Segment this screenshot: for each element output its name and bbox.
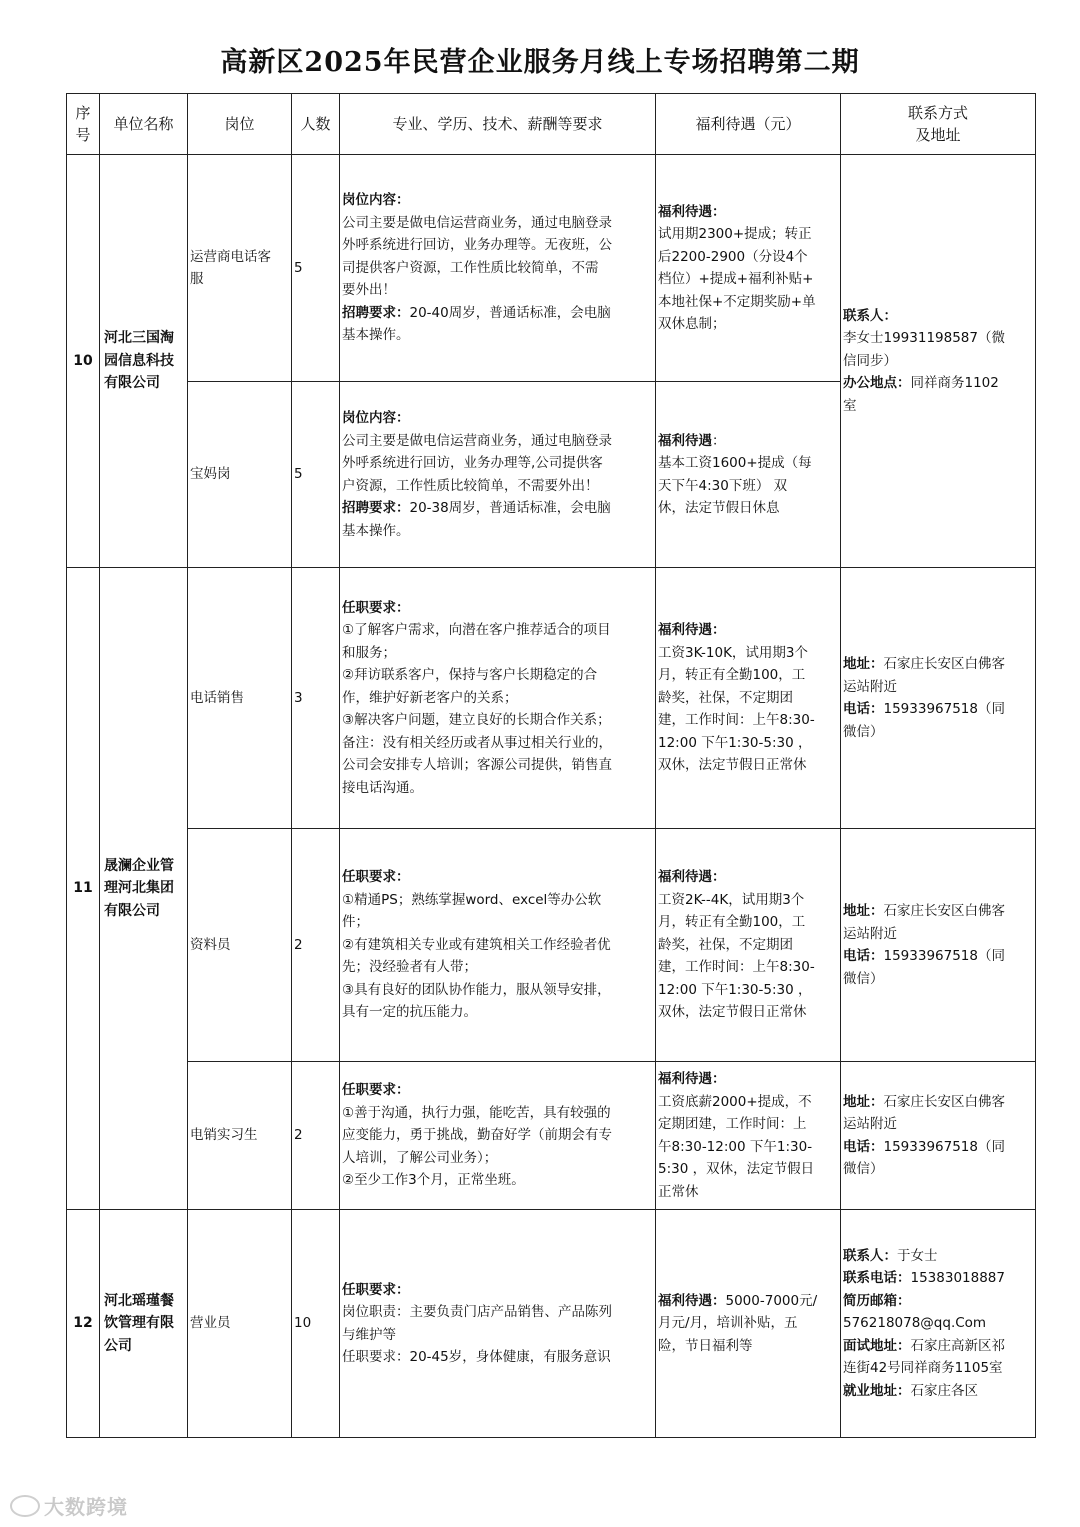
position-count: 10 (292, 1210, 340, 1438)
position-requirements: 任职要求： ①精通PS；熟练掌握word、excel等办公软 件； ②有建筑相关专业或有建筑相关工作经验者优 先；没经验者有人带； ③具有良好的团队协作能力，服从领导安排， 具有一定的抗压能力。 (340, 829, 656, 1062)
contact-info: 地址：石家庄长安区白佛客 运站附近 电话：15933967518（同 微信） (841, 1062, 1036, 1210)
contact-info: 联系人：于女士 联系电话：15383018887 简历邮箱： 576218078@qq.Com 面试地址：石家庄高新区祁 连街42号同祥商务1105室 就业地址：石家庄各区 (841, 1210, 1036, 1438)
table-row (67, 568, 1036, 829)
position-requirements: 岗位内容： 公司主要是做电信运营商业务，通过电脑登录 外呼系统进行回访，业务办理等。无夜班，公 司提供客户资源，工作性质比较简单，不需 要外出！ 招聘要求：20-40周岁，普通话标准，会电脑 基本操作。 (340, 155, 656, 382)
position-title: 电销实习生 (188, 1062, 292, 1210)
position-benefits: 福利待遇： 工资底薪2000+提成，不 定期团建，工作时间：上 午8:30-12:00 下午1:30- 5:30 ，双休，法定节假日 正常休 (656, 1062, 841, 1210)
header-requirements: 专业、学历、技术、薪酬等要求 (340, 94, 656, 155)
position-title: 电话销售 (188, 568, 292, 829)
table-row (67, 1062, 1036, 1210)
watermark (10, 1491, 128, 1520)
position-requirements: 任职要求： ①善于沟通，执行力强，能吃苦，具有较强的 应变能力，勇于挑战，勤奋好学（前期会有专 人培训，了解公司业务）； ②至少工作3个月，正常坐班。 (340, 1062, 656, 1210)
position-count: 3 (292, 568, 340, 829)
position-title: 资料员 (188, 829, 292, 1062)
company-name: 河北三国淘 园信息科技 有限公司 (100, 155, 188, 568)
header-position: 岗位 (188, 94, 292, 155)
contact-info: 联系人： 李女士19931198587（微 信同步） 办公地点：同祥商务1102 室 (841, 155, 1036, 568)
company-name: 河北瑶瑾餐 饮管理有限 公司 (100, 1210, 188, 1438)
position-requirements: 任职要求： ①了解客户需求，向潜在客户推荐适合的项目 和服务； ②拜访联系客户，保持与客户长期稳定的合 作，维护好新老客户的关系； ③解决客户问题，建立良好的长期合作关系； 备注：没有相关经历或者从事过相关行业的， 公司会安排专人培训；客源公司提供，销售直 接电话沟通。 (340, 568, 656, 829)
header-contact: 联系方式 及地址 (841, 94, 1036, 155)
table-header-row (67, 94, 1036, 155)
position-benefits: 福利待遇： 基本工资1600+提成（每 天下午4:30下班） 双 休，法定节假日休息 (656, 382, 841, 568)
header-benefits: 福利待遇（元） (656, 94, 841, 155)
table-row (67, 1210, 1036, 1438)
position-title: 营业员 (188, 1210, 292, 1438)
header-seq: 序 号 (67, 94, 100, 155)
row-seq: 12 (67, 1210, 100, 1438)
position-benefits: 福利待遇： 工资2K--4K，试用期3个 月，转正有全勤100，工 龄奖，社保，不定期团 建，工作时间：上午8:30- 12:00 下午1:30-5:30 ， 双休，法定节假日正常休 (656, 829, 841, 1062)
position-title: 运营商电话客 服 (188, 155, 292, 382)
watermark-text: 大数跨境 (44, 1495, 128, 1519)
brand-logo-icon (10, 1495, 40, 1517)
position-requirements: 任职要求： 岗位职责：主要负责门店产品销售、产品陈列 与维护等 任职要求：20-45岁，身体健康，有服务意识 (340, 1210, 656, 1438)
position-benefits: 福利待遇： 试用期2300+提成；转正 后2200-2900（分设4个 档位）+提成+福利补贴+ 本地社保+不定期奖励+单 双休息制； (656, 155, 841, 382)
contact-info: 地址：石家庄长安区白佛客 运站附近 电话：15933967518（同 微信） (841, 829, 1036, 1062)
contact-info: 地址：石家庄长安区白佛客 运站附近 电话：15933967518（同 微信） (841, 568, 1036, 829)
position-title: 宝妈岗 (188, 382, 292, 568)
position-count: 2 (292, 1062, 340, 1210)
header-count: 人数 (292, 94, 340, 155)
position-requirements: 岗位内容： 公司主要是做电信运营商业务，通过电脑登录 外呼系统进行回访，业务办理等,公司提供客 户资源，工作性质比较简单，不需要外出！ 招聘要求：20-38周岁，普通话标准，会电脑 基本操作。 (340, 382, 656, 568)
position-count: 5 (292, 155, 340, 382)
table-row (67, 155, 1036, 382)
table-row (67, 829, 1036, 1062)
row-seq: 11 (67, 568, 100, 1210)
position-count: 2 (292, 829, 340, 1062)
recruitment-table (66, 93, 1036, 1438)
company-name: 晟澜企业管 理河北集团 有限公司 (100, 568, 188, 1210)
position-count: 5 (292, 382, 340, 568)
row-seq: 10 (67, 155, 100, 568)
position-benefits: 福利待遇：5000-7000元/ 月元/月，培训补贴，五 险，节日福利等 (656, 1210, 841, 1438)
position-benefits: 福利待遇： 工资3K-10K，试用期3个 月，转正有全勤100，工 龄奖，社保，不定期团 建，工作时间：上午8:30- 12:00 下午1:30-5:30 ， 双休，法定节假日正常休 (656, 568, 841, 829)
page-title: 高新区2025年民营企业服务月线上专场招聘第二期 (220, 47, 860, 78)
header-company: 单位名称 (100, 94, 188, 155)
